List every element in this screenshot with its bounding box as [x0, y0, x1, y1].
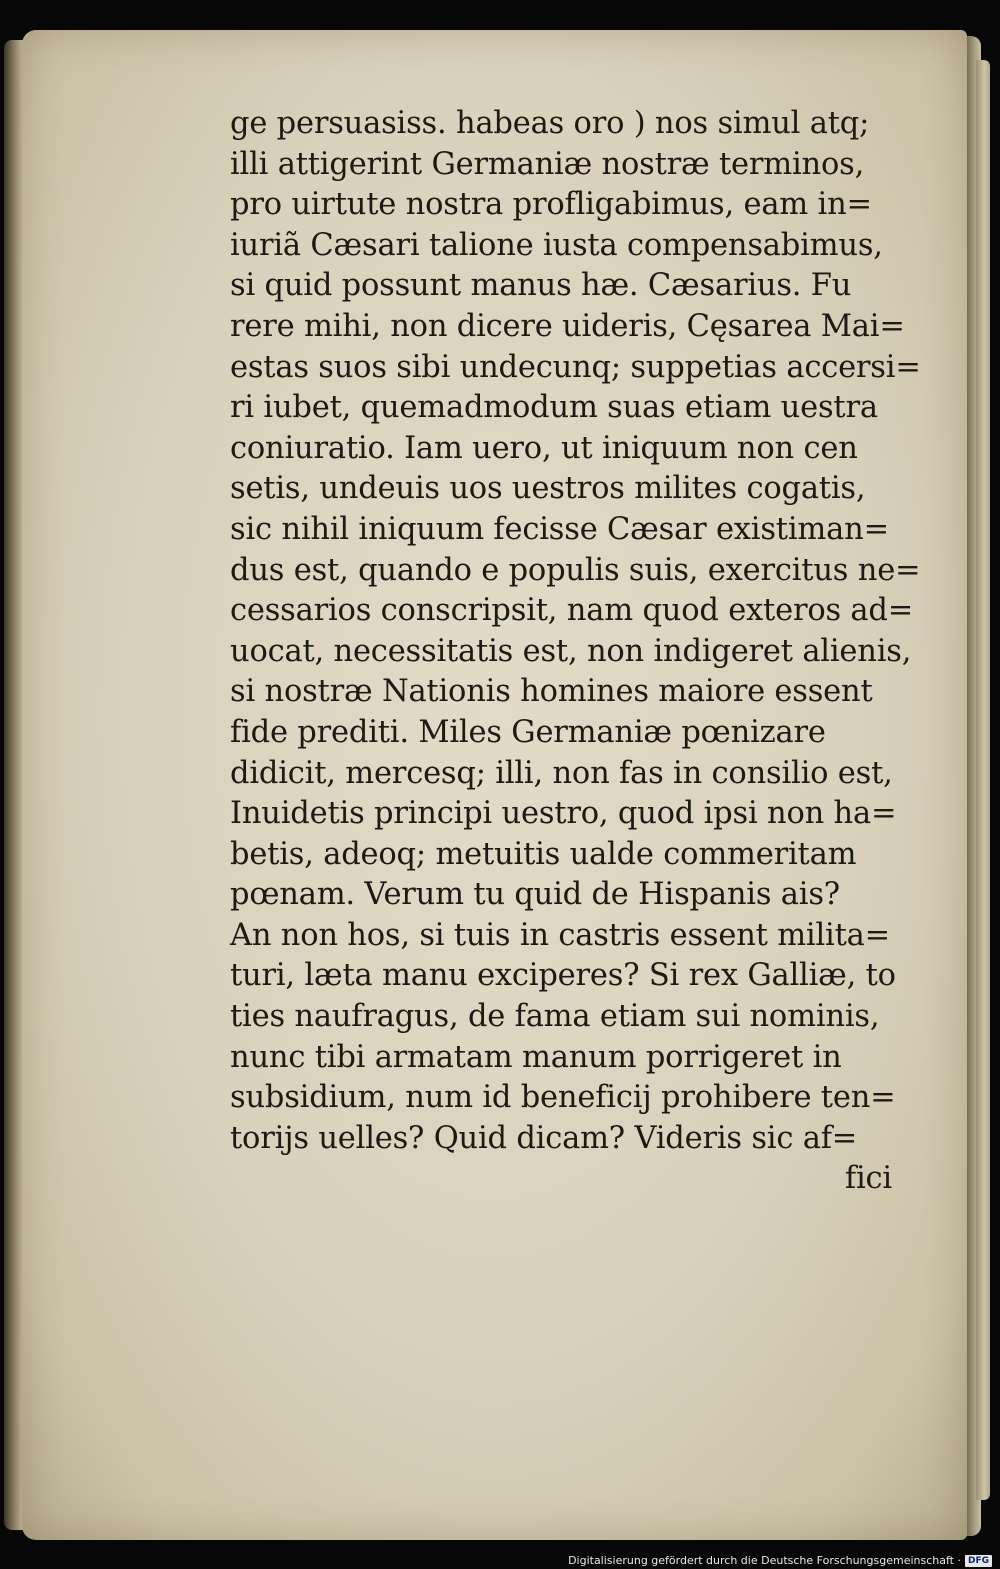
- text-line: fide prediti. Miles Germaniæ pœnizare: [230, 714, 826, 750]
- text-line: si nostræ Nationis homines maiore essent: [230, 674, 873, 710]
- text-line: torijs uelles? Quid dicam? Videris sic af=: [230, 1120, 858, 1156]
- text-line: iuriã Cæsari talione iusta compensabimus,: [230, 227, 883, 263]
- text-line: didicit, mercesq; illi, non fas in consilio est,: [230, 755, 893, 791]
- text-line: pœnam. Verum tu quid de Hispanis ais?: [230, 877, 840, 913]
- text-line: rere mihi, non dicere uideris, Cęsarea Mai=: [230, 308, 905, 344]
- text-line: si quid possunt manus hæ. Cæsarius. Fu: [230, 268, 852, 304]
- text-line: An non hos, si tuis in castris essent milita=: [230, 917, 890, 953]
- dfg-logo: DFG: [965, 1555, 992, 1567]
- credit-text: Digitalisierung gefördert durch die Deutsche Forschungsgemeinschaft ·: [568, 1554, 961, 1567]
- text-line: ties naufragus, de fama etiam sui nominis,: [230, 999, 880, 1035]
- text-line: uocat, necessitatis est, non indigeret alienis,: [230, 633, 912, 669]
- body-text: [230, 104, 921, 1200]
- text-line: nunc tibi armatam manum porrigeret in: [230, 1039, 842, 1075]
- text-line: subsidium, num id beneficij prohibere ten=: [230, 1080, 896, 1116]
- text-line: illi attigerint Germaniæ nostræ terminos,: [230, 146, 865, 182]
- text-line: setis, undeuis uos uestros milites cogatis,: [230, 471, 866, 507]
- text-line: estas suos sibi undecunq; suppetias accersi=: [230, 349, 921, 385]
- text-line: ge persuasiss. habeas oro ) nos simul atq;: [230, 106, 870, 141]
- text-line: sic nihil iniquum fecisse Cæsar existiman=: [230, 511, 889, 547]
- catchword: fici: [844, 1161, 892, 1197]
- text-line: betis, adeoq; metuitis ualde commeritam: [230, 836, 857, 872]
- text-line: ri iubet, quemadmodum suas etiam uestra: [230, 390, 878, 426]
- text-line: pro uirtute nostra profligabimus, eam in=: [230, 187, 872, 223]
- text-line: cessarios conscripsit, nam quod exteros ad=: [230, 593, 914, 629]
- text-line: Inuidetis principi uestro, quod ipsi non ha=: [230, 796, 897, 832]
- text-line: coniuratio. Iam uero, ut iniquum non cen: [230, 430, 858, 466]
- text-line: dus est, quando e populis suis, exercitus ne=: [230, 552, 921, 588]
- page-stack-right: [976, 60, 990, 1500]
- text-line: turi, læta manu exciperes? Si rex Galliæ, to: [230, 958, 896, 994]
- digitization-credit: [568, 1554, 992, 1567]
